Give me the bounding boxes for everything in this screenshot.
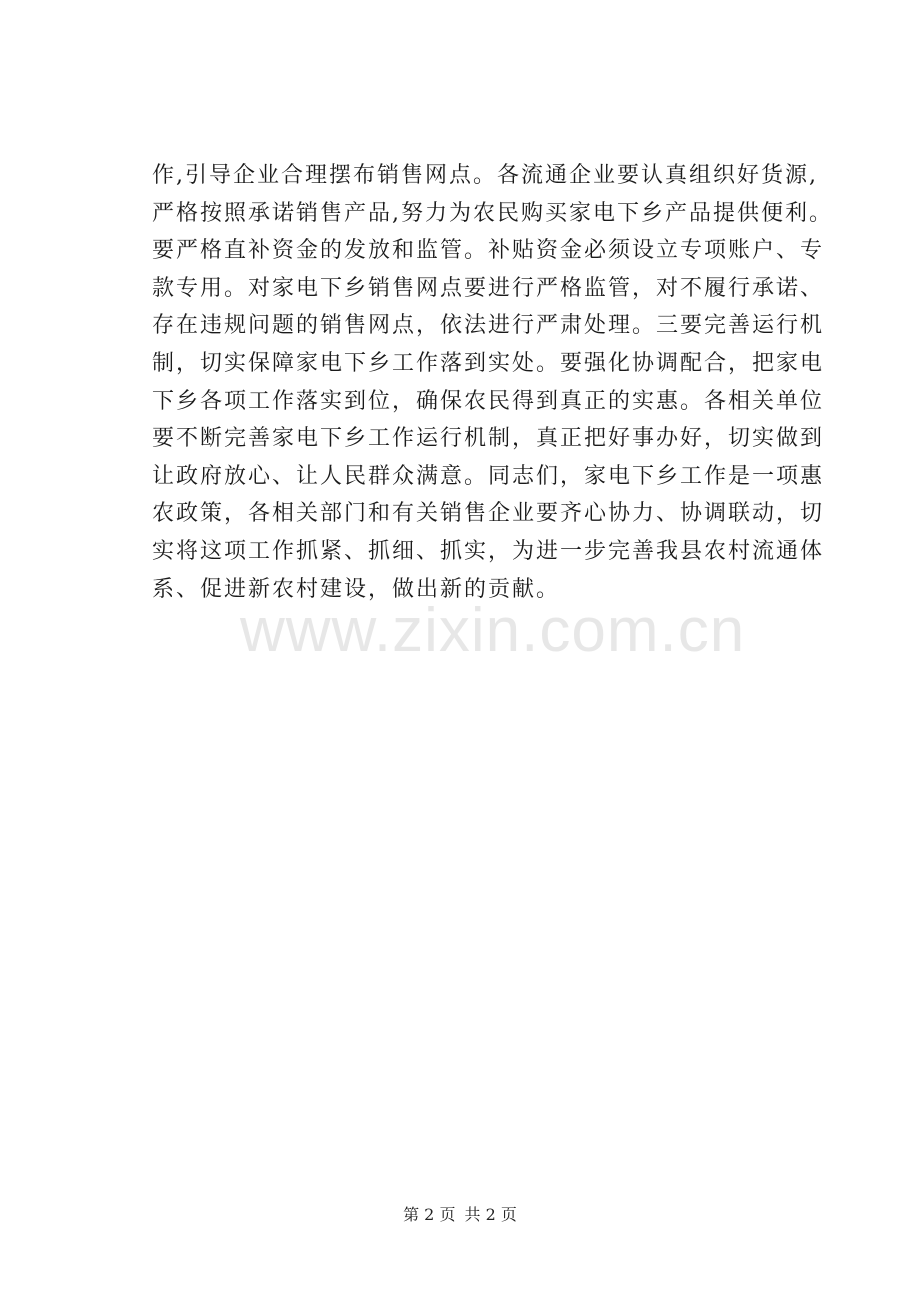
text-line: 作,引导企业合理摆布销售网点。各流通企业要认真组织好货源,	[152, 163, 818, 188]
text-line: 要严格直补资金的发放和监管。补贴资金必须设立专项账户、专	[152, 238, 825, 264]
page-footer	[0, 1202, 920, 1225]
text-line: 实将这项工作抓紧、抓细、抓实，为进一步完善我县农村流通体	[152, 538, 825, 564]
total-pages: 共 2 页	[464, 1205, 517, 1224]
text-line: 下乡各项工作落实到位，确保农民得到真正的实惠。各相关单位	[152, 388, 825, 414]
body-text	[152, 157, 832, 608]
text-line: 让政府放心、让人民群众满意。同志们，家电下乡工作是一项惠	[152, 463, 825, 489]
page-number: 第 2 页	[403, 1205, 456, 1224]
text-line: 存在违规问题的销售网点，依法进行严肃处理。三要完善运行机	[152, 313, 825, 339]
watermark: www.zixin.com.cn	[240, 596, 746, 665]
text-line: 款专用。对家电下乡销售网点要进行严格监管，对不履行承诺、	[152, 275, 825, 301]
text-line: 制，切实保障家电下乡工作落到实处。要强化协调配合，把家电	[152, 350, 825, 376]
text-line: 要不断完善家电下乡工作运行机制，真正把好事办好，切实做到	[152, 426, 825, 452]
text-line: 严格按照承诺销售产品,努力为农民购买家电下乡产品提供便利。	[152, 200, 833, 226]
text-line: 农政策，各相关部门和有关销售企业要齐心协力、协调联动，切	[152, 501, 825, 527]
text-line: 系、促进新农村建设，做出新的贡献。	[152, 576, 561, 602]
